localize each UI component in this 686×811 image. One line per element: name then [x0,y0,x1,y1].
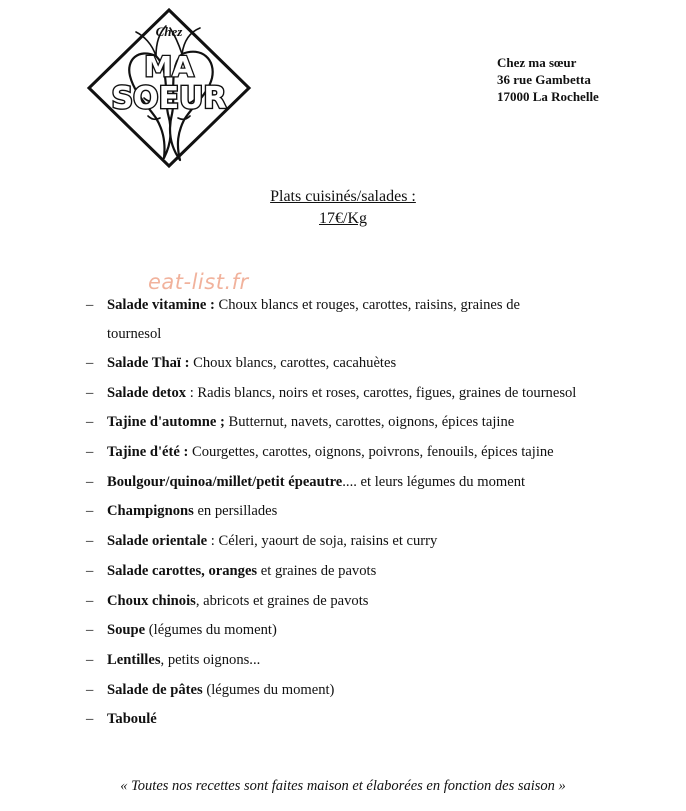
logo-small-text: Chez [155,24,183,39]
logo-line-1: MA [144,50,194,83]
item-name: Salade de pâtes [107,681,203,698]
item-description: Courgettes, carottes, oignons, poivrons, fenouils, épices tajine [188,444,554,461]
item-description: Choux blancs et rouges, carottes, raisins, graines de tournesol [107,297,521,343]
menu-item [0,616,577,646]
menu-item [0,408,577,438]
menu-item [0,438,577,468]
item-name: Salade carottes, oranges [107,562,258,579]
restaurant-name: Chez ma sœur [497,55,577,70]
item-description: et graines de pavots [257,562,377,579]
bullet-dash: – [86,503,94,520]
item-description: (légumes du moment) [145,622,277,639]
item-description: Butternut, navets, carottes, oignons, épices tajine [224,414,515,431]
bullet-dash: – [86,711,94,728]
bullet-dash: – [86,473,94,490]
menu-item [0,527,577,557]
bullet-dash: – [86,622,94,639]
item-name: Choux chinois [107,592,196,609]
menu-item [0,349,577,379]
item-name: Tajine d'été : [107,444,189,461]
menu-item [0,646,577,676]
item-name: Lentilles [107,651,161,668]
menu-title: Plats cuisinés/salades : [270,188,416,205]
restaurant-city: 17000 La Rochelle [497,89,599,104]
item-name: Salade vitamine : [107,297,215,313]
item-description: , petits oignons... [160,651,261,668]
menu-item [0,557,577,587]
logo-line-2: SOEUR [111,81,227,116]
bullet-dash: – [86,355,94,372]
item-name: Boulgour/quinoa/millet/petit épeautre [107,473,343,490]
bullet-dash: – [86,444,94,461]
item-description: , abricots et graines de pavots [195,592,369,609]
restaurant-street: 36 rue Gambetta [497,72,591,87]
item-name: Salade orientale [107,533,208,550]
item-description: Choux blancs, carottes, cacahuètes [189,355,397,372]
menu-item [0,587,577,617]
item-description: : Radis blancs, noirs et roses, carottes, figues, graines de tournesol [186,385,577,402]
menu-price: 17€/Kg [319,210,367,227]
item-description: (légumes du moment) [202,681,335,698]
item-description: : Céleri, yaourt de soja, raisins et curry [207,533,438,550]
item-description: .... et leurs légumes du moment [342,473,526,490]
bullet-dash: – [86,414,94,431]
menu-item [0,291,577,349]
bullet-dash: – [86,533,94,550]
menu-item [0,468,577,498]
menu-item [0,379,577,408]
item-name: Tajine d'automne ; [107,414,225,431]
item-name: Champignons [107,503,194,520]
watermark: eat-list.fr [148,270,249,294]
bullet-dash: – [86,651,94,668]
footer-note: « Toutes nos recettes sont faites maison et élaborées en fonction des saison » [120,778,566,794]
menu-item [0,497,577,527]
item-name: Taboulé [107,711,157,728]
chez-ma-soeur-logo [86,8,252,176]
bullet-dash: – [86,681,94,698]
item-name: Salade Thaï : [107,355,190,372]
item-name: Soupe [107,622,146,639]
bullet-dash: – [86,592,94,609]
restaurant-address [497,54,599,105]
bullet-dash: – [86,562,94,579]
menu-list [0,291,686,735]
bullet-dash: – [86,297,94,313]
bullet-dash: – [86,385,94,402]
menu-heading [0,186,686,230]
menu-item [0,705,577,735]
item-name: Salade detox [107,385,187,402]
menu-item [0,676,577,706]
item-description: en persillades [193,503,278,520]
